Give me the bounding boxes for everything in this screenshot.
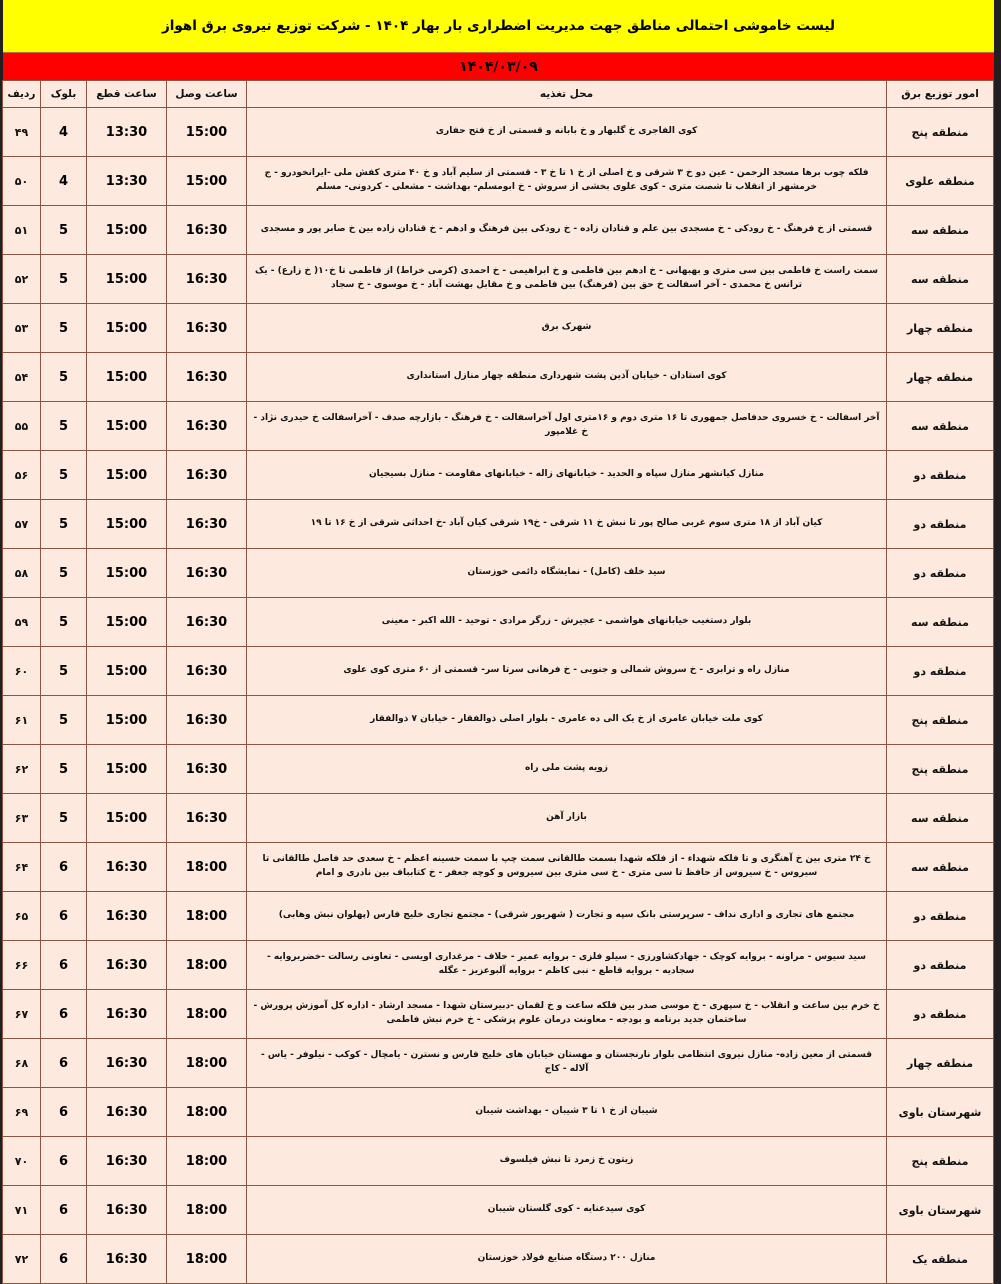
cell-mahal: مجتمع های تجاری و اداری نداف - سرپرستی بانک سپه و تجارت ( شهریور شرقی) - مجتمع تجاری خلیج فارس (پهلوان نبش وهابی) [247,892,887,941]
cell-vasl: 16:30 [167,206,247,255]
cell-vasl: 16:30 [167,794,247,843]
cell-mahal: کوی استادان - خیابان آذین پشت شهرداری منطقه چهار منازل استانداری [247,353,887,402]
cell-ghat: 16:30 [87,892,167,941]
table-row [3,255,994,304]
cell-blok: 5 [41,696,87,745]
table-row [3,304,994,353]
cell-mahal: کوی ملت خیابان عامری از خ یک الی ده عامری - بلوار اصلی ذوالفقار - خیابان ۷ ذوالفقار [247,696,887,745]
table-row [3,1039,994,1088]
cell-mahal: آخر اسفالت - خ خسروی حدفاصل جمهوری تا ۱۶ متری دوم و ۱۶متری اول آخراسفالت - خ فرهنگ - بازارچه صدف - آخراسفالت خ حیدری نژاد - خ غلامپور [247,402,887,451]
cell-ghat: 15:00 [87,647,167,696]
cell-vasl: 15:00 [167,108,247,157]
cell-omur: منطقه پنج [887,696,994,745]
cell-blok: 4 [41,108,87,157]
cell-mahal: قسمتی از خ فرهنگ - خ رودکی - خ مسجدی بین علم و قنادان زاده - خ رودکی بین فرهنگ و ادهم - خ قنادان زاده بین خ صابر پور و مسجدی [247,206,887,255]
cell-ghat: 16:30 [87,843,167,892]
cell-omur: منطقه سه [887,598,994,647]
cell-omur: منطقه دو [887,549,994,598]
cell-ghat: 15:00 [87,598,167,647]
cell-mahal: کیان آباد از ۱۸ متری سوم غربی صالح پور تا نبش خ ۱۱ شرقی - خ۱۹ شرقی کیان آباد -خ احداثی شرقی از خ ۱۶ تا ۱۹ [247,500,887,549]
cell-ghat: 15:00 [87,500,167,549]
cell-omur: شهرستان باوی [887,1088,994,1137]
cell-ghat: 13:30 [87,108,167,157]
table-row [3,1235,994,1284]
schedule-date: ۱۴۰۴/۰۳/۰۹ [459,58,538,75]
cell-vasl: 18:00 [167,1186,247,1235]
cell-mahal: سمت راست خ فاطمی بین سی متری و بهبهانی - خ ادهم بین فاطمی و خ ابراهیمی - خ احمدی (کرمی خراط) از فاطمی تا خ۱۰( خ زارع) - یک ترانس خ محمدی - آخر اسفالت خ حق بین (فرهنگ) بین فاطمی و خ مقابل بهشت آباد - خ موسوی - خ سجاد [247,255,887,304]
cell-radif: ۴۹ [3,108,41,157]
cell-mahal: بازار آهن [247,794,887,843]
table-row [3,206,994,255]
cell-vasl: 16:30 [167,696,247,745]
cell-blok: 4 [41,157,87,206]
cell-blok: 5 [41,647,87,696]
table-row [3,696,994,745]
column-header-ghat: ساعت قطع [87,81,167,108]
cell-blok: 5 [41,598,87,647]
cell-radif: ۵۲ [3,255,41,304]
table-row [3,1186,994,1235]
cell-blok: 6 [41,941,87,990]
cell-omur: منطقه چهار [887,304,994,353]
cell-mahal: سید خلف (کامل) - نمایشگاه دائمی خوزستان [247,549,887,598]
cell-mahal: منازل ۲۰۰ دستگاه صنایع فولاد خوزستان [247,1235,887,1284]
table-header-row [3,81,994,108]
cell-blok: 6 [41,1235,87,1284]
cell-radif: ۶۱ [3,696,41,745]
cell-radif: ۵۸ [3,549,41,598]
cell-omur: منطقه سه [887,843,994,892]
cell-radif: ۵۱ [3,206,41,255]
cell-radif: ۵۶ [3,451,41,500]
cell-ghat: 15:00 [87,451,167,500]
cell-vasl: 16:30 [167,500,247,549]
cell-mahal: بلوار دستغیب خیابانهای هواشمی - عجیرش - زرگر مرادی - توحید - الله اکبر - معینی [247,598,887,647]
cell-mahal: سید سیوس - مراونه - بروایه کوچک - جهادکشاورزی - سیلو فلزی - بروایه عمیر - حلاف - مرغداری اویسی - تعاونی رسالت -خضربروایه - سجادیه - بروایه قاطع - نبی کاظم - بروایه آلبوعزیز - عگله [247,941,887,990]
cell-vasl: 16:30 [167,353,247,402]
cell-omur: منطقه پنج [887,745,994,794]
cell-vasl: 16:30 [167,255,247,304]
cell-vasl: 18:00 [167,990,247,1039]
cell-omur: منطقه دو [887,990,994,1039]
cell-blok: 6 [41,990,87,1039]
cell-radif: ۷۲ [3,1235,41,1284]
cell-ghat: 15:00 [87,402,167,451]
table-row [3,1137,994,1186]
cell-blok: 6 [41,1137,87,1186]
cell-radif: ۶۳ [3,794,41,843]
cell-blok: 5 [41,206,87,255]
table-row [3,108,994,157]
table-row [3,549,994,598]
cell-blok: 5 [41,451,87,500]
cell-omur: منطقه پنج [887,108,994,157]
cell-radif: ۵۹ [3,598,41,647]
cell-vasl: 18:00 [167,843,247,892]
cell-ghat: 15:00 [87,794,167,843]
cell-mahal: کوی الفاجری خ گلبهار و خ بابانه و قسمتی از خ فتح حفاری [247,108,887,157]
column-header-vasl: ساعت وصل [167,81,247,108]
table-row [3,941,994,990]
cell-omur: منطقه سه [887,255,994,304]
cell-omur: شهرستان باوی [887,1186,994,1235]
column-header-blok: بلوک [41,81,87,108]
cell-mahal: قسمتی از معین زاده- منازل نیروی انتظامی بلوار نارنجستان و مهستان خیابان های خلیج فارس و نسترن - یامچال - کوکب - نیلوفر - یاس - آلاله - کاج [247,1039,887,1088]
table-row [3,843,994,892]
cell-radif: ۶۴ [3,843,41,892]
cell-radif: ۶۶ [3,941,41,990]
cell-omur: منطقه چهار [887,1039,994,1088]
cell-ghat: 16:30 [87,1235,167,1284]
cell-mahal: شیبان از خ ۱ تا ۳ شیبان - بهداشت شیبان [247,1088,887,1137]
cell-radif: ۶۵ [3,892,41,941]
cell-radif: ۵۳ [3,304,41,353]
cell-blok: 5 [41,794,87,843]
cell-omur: منطقه دو [887,647,994,696]
table-row [3,451,994,500]
table-row [3,794,994,843]
cell-vasl: 16:30 [167,304,247,353]
page-title: لیست خاموشی احتمالی مناطق جهت مدیریت اضطراری بار بهار ۱۴۰۴ - شرکت توزیع نیروی برق اهواز [162,17,835,34]
table-row [3,745,994,794]
cell-ghat: 15:00 [87,745,167,794]
cell-vasl: 16:30 [167,451,247,500]
column-header-mahal: محل تغذیه [247,81,887,108]
table-body [3,108,994,1284]
cell-ghat: 13:30 [87,157,167,206]
cell-radif: ۶۷ [3,990,41,1039]
column-header-omur: امور توزیع برق [887,81,994,108]
cell-ghat: 15:00 [87,353,167,402]
outage-schedule-table [2,80,994,1284]
cell-omur: منطقه یک [887,1235,994,1284]
cell-blok: 5 [41,402,87,451]
cell-radif: ۵۰ [3,157,41,206]
cell-ghat: 15:00 [87,696,167,745]
cell-radif: ۶۰ [3,647,41,696]
document-title-bar [3,0,994,53]
cell-blok: 5 [41,353,87,402]
cell-omur: منطقه سه [887,794,994,843]
cell-vasl: 18:00 [167,941,247,990]
cell-mahal: منازل کیانشهر منازل سپاه و الحدید - خیابانهای زاله - خیابانهای مقاومت - منازل بسیجیان [247,451,887,500]
table-row [3,500,994,549]
cell-ghat: 15:00 [87,304,167,353]
cell-ghat: 16:30 [87,1039,167,1088]
cell-blok: 6 [41,843,87,892]
cell-omur: منطقه سه [887,206,994,255]
cell-omur: منطقه علوی [887,157,994,206]
cell-mahal: شهرک برق [247,304,887,353]
cell-vasl: 16:30 [167,549,247,598]
cell-radif: ۶۲ [3,745,41,794]
cell-ghat: 16:30 [87,1186,167,1235]
cell-mahal: کوی سیدعنایه - کوی گلستان شیبان [247,1186,887,1235]
table-row [3,353,994,402]
cell-vasl: 16:30 [167,647,247,696]
table-row [3,990,994,1039]
cell-radif: ۵۵ [3,402,41,451]
cell-ghat: 16:30 [87,1088,167,1137]
cell-vasl: 18:00 [167,892,247,941]
cell-blok: 6 [41,1039,87,1088]
document-date-bar [3,53,994,80]
table-row [3,598,994,647]
cell-blok: 6 [41,892,87,941]
table-row [3,647,994,696]
cell-vasl: 18:00 [167,1137,247,1186]
cell-radif: ۶۹ [3,1088,41,1137]
cell-omur: منطقه سه [887,402,994,451]
cell-vasl: 18:00 [167,1088,247,1137]
cell-omur: منطقه چهار [887,353,994,402]
cell-mahal: خ خرم بین ساعت و انقلاب - خ سپهری - خ موسی صدر بین فلکه ساعت و خ لقمان -دبیرستان شهدا - مسجد ارشاد - اداره کل آموزش پرورش - ساختمان جدید برنامه و بودجه - معاونت درمان علوم پزشکی - خ خرم نبش فاطمی [247,990,887,1039]
cell-vasl: 16:30 [167,598,247,647]
cell-omur: منطقه دو [887,941,994,990]
cell-mahal: فلکه چوب برها مسجد الرحمن - عین دو خ ۳ شرقی و خ اصلی از خ ۱ تا خ ۳ - قسمتی از سلیم آباد و خ ۴۰ متری کفش ملی -ایرانخودرو - ج خرمشهر از انقلاب تا شصت متری - کوی علوی بخشی از سروش - خ ابومسلم- بهداشت - مشعلی - کردونی- مسلم [247,157,887,206]
cell-radif: ۶۸ [3,1039,41,1088]
cell-mahal: منازل راه و ترابری - خ سروش شمالی و جنوبی - خ فرهانی سرتا سر- قسمتی از ۶۰ متری کوی علوی [247,647,887,696]
cell-vasl: 18:00 [167,1039,247,1088]
cell-vasl: 18:00 [167,1235,247,1284]
cell-mahal: خ ۲۴ متری بین خ آهنگری و تا فلکه شهداء - از فلکه شهدا بسمت طالقانی سمت چپ با سمت حسینه اعظم - خ سعدی حد فاصل طالقانی تا سیروس - خ سیروس از حافظ تا سی متری - خ سی متری بین سیروس و کوچه جعفر - خ کتابباف بین نادری و امام [247,843,887,892]
cell-blok: 5 [41,745,87,794]
cell-vasl: 16:30 [167,745,247,794]
cell-ghat: 15:00 [87,255,167,304]
column-header-radif: ردیف [3,81,41,108]
cell-ghat: 15:00 [87,206,167,255]
cell-vasl: 15:00 [167,157,247,206]
cell-blok: 5 [41,549,87,598]
cell-radif: ۵۷ [3,500,41,549]
cell-ghat: 15:00 [87,549,167,598]
cell-omur: منطقه پنج [887,1137,994,1186]
table-header [3,81,994,108]
cell-blok: 5 [41,255,87,304]
table-row [3,157,994,206]
cell-omur: منطقه دو [887,892,994,941]
cell-mahal: زویه پشت ملی راه [247,745,887,794]
table-row [3,892,994,941]
cell-vasl: 16:30 [167,402,247,451]
cell-blok: 5 [41,304,87,353]
cell-blok: 6 [41,1088,87,1137]
cell-omur: منطقه دو [887,451,994,500]
cell-ghat: 16:30 [87,1137,167,1186]
cell-radif: ۵۴ [3,353,41,402]
cell-ghat: 16:30 [87,941,167,990]
cell-blok: 6 [41,1186,87,1235]
table-row [3,402,994,451]
cell-radif: ۷۰ [3,1137,41,1186]
table-row [3,1088,994,1137]
cell-blok: 5 [41,500,87,549]
cell-radif: ۷۱ [3,1186,41,1235]
cell-ghat: 16:30 [87,990,167,1039]
cell-omur: منطقه دو [887,500,994,549]
cell-mahal: زیتون خ زمرد تا نبش فیلسوف [247,1137,887,1186]
